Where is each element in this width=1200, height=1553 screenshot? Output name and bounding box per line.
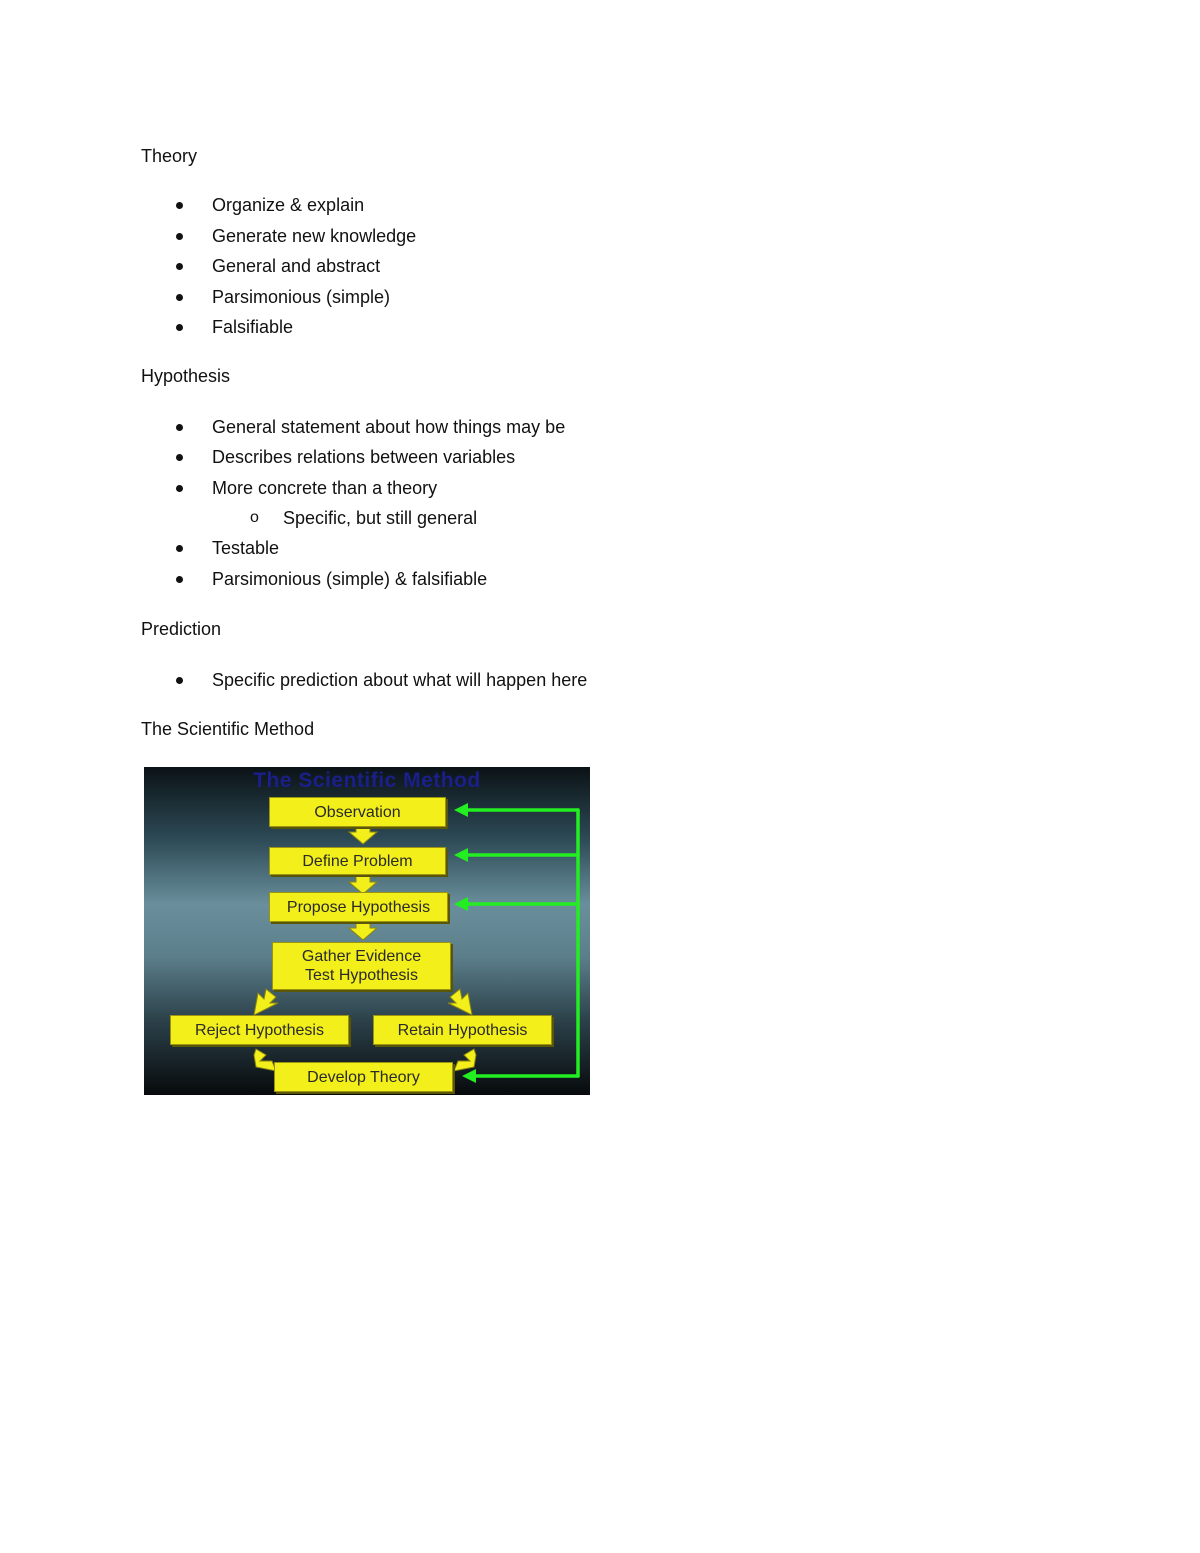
list-item-text: Testable <box>212 538 280 558</box>
sub-bullet-icon: o <box>250 509 259 526</box>
box-gather-evidence-line2: Test Hypothesis <box>305 967 418 984</box>
section-heading-hypothesis: Hypothesis <box>141 366 231 386</box>
list-item-text: General and abstract <box>212 256 381 276</box>
box-develop-theory: Develop Theory <box>274 1062 453 1092</box>
flow-arrow-down-right-icon <box>448 989 472 1015</box>
sub-list-item-text: Specific, but still general <box>283 508 478 528</box>
bullet-icon <box>176 294 183 301</box>
bullet-icon <box>176 677 183 684</box>
feedback-arrow-icon <box>454 897 468 911</box>
scientific-method-diagram <box>144 767 590 1095</box>
list-item-text: Falsifiable <box>212 317 294 337</box>
bullet-icon <box>176 454 183 461</box>
list-item-text: Specific prediction about what will happen here <box>212 670 588 690</box>
box-propose-hypothesis: Propose Hypothesis <box>269 892 448 922</box>
flow-arrow-down-left-icon <box>454 1049 476 1071</box>
bullet-icon <box>176 202 183 209</box>
flow-arrow-down-left-icon <box>254 989 278 1015</box>
bullet-icon <box>176 485 183 492</box>
box-define-problem: Define Problem <box>269 847 446 875</box>
diagram-title: The Scientific Method <box>253 769 481 792</box>
list-item-text: More concrete than a theory <box>212 478 438 498</box>
box-retain-hypothesis: Retain Hypothesis <box>373 1015 552 1045</box>
box-gather-evidence <box>272 942 451 990</box>
flow-arrow-down-icon <box>349 826 377 844</box>
feedback-arrow-icon <box>454 848 468 862</box>
box-observation: Observation <box>269 797 446 827</box>
list-item-text: General statement about how things may be <box>212 417 566 437</box>
section-heading-theory: Theory <box>141 146 198 166</box>
bullet-icon <box>176 263 183 270</box>
feedback-arrow-icon <box>454 803 468 817</box>
list-item-text: Parsimonious (simple) <box>212 287 391 307</box>
flow-arrow-down-icon <box>349 922 377 940</box>
list-item-text: Parsimonious (simple) & falsifiable <box>212 569 488 589</box>
list-item-text: Generate new knowledge <box>212 226 417 246</box>
section-heading-scientific-method: The Scientific Method <box>141 719 315 739</box>
bullet-icon <box>176 545 183 552</box>
feedback-arrow-icon <box>462 1069 476 1083</box>
list-item-text: Describes relations between variables <box>212 447 516 467</box>
bullet-icon <box>176 233 183 240</box>
box-gather-evidence-line1: Gather Evidence <box>301 948 422 965</box>
bullet-icon <box>176 576 183 583</box>
bullet-icon <box>176 324 183 331</box>
section-heading-prediction: Prediction <box>141 619 222 639</box>
bullet-icon <box>176 424 183 431</box>
flow-arrow-down-right-icon <box>254 1049 276 1071</box>
box-reject-hypothesis: Reject Hypothesis <box>170 1015 349 1045</box>
list-item-text: Organize & explain <box>212 195 365 215</box>
